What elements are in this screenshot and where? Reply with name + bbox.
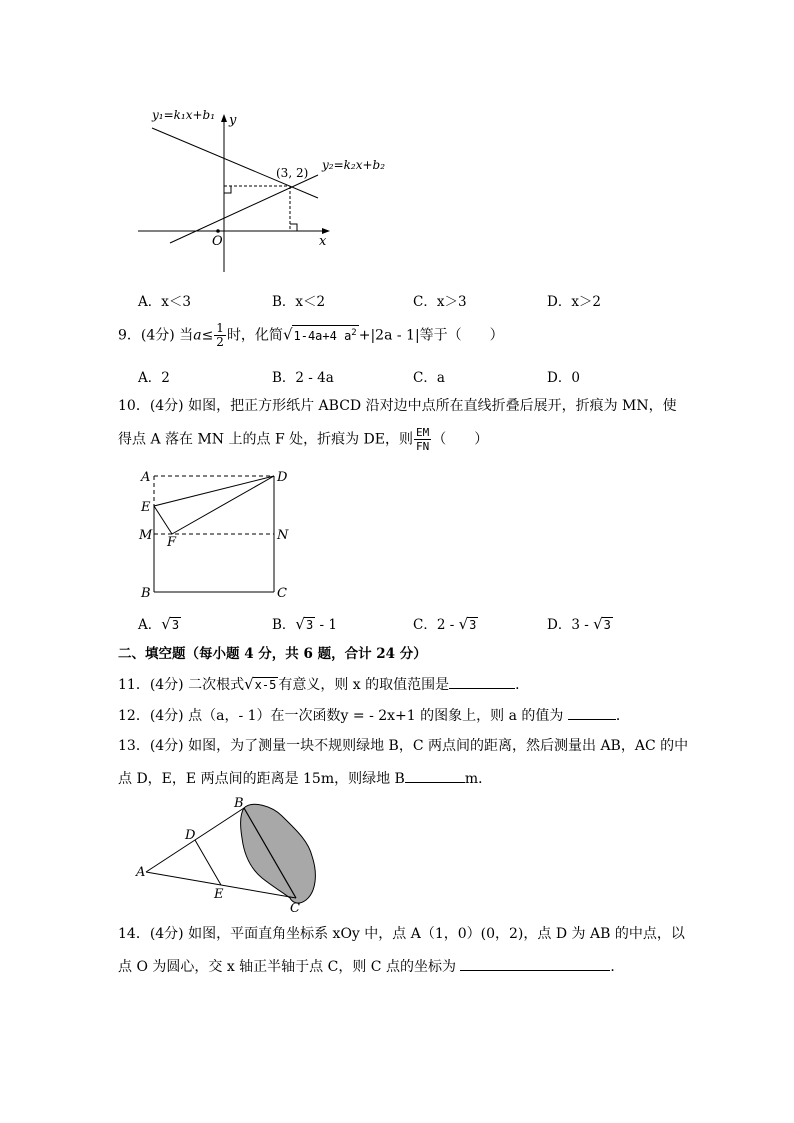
q14-line2	[118, 956, 624, 977]
label-D: D	[185, 828, 196, 843]
q12-stem	[118, 705, 630, 726]
q9-suffix: +|2a - 1|等于（ ）	[358, 327, 504, 344]
label-A: A	[141, 470, 151, 485]
y-axis-arrow-icon	[221, 114, 227, 122]
q12-end: ．	[615, 708, 630, 724]
q9-radicand: 1-4a+4 a	[293, 328, 352, 343]
sqrt-icon: √	[458, 615, 469, 633]
label-E: E	[214, 887, 224, 902]
figure-q13-field	[132, 794, 332, 918]
q12-text: 12．(4分) 点（a，- 1）在一次函数y = - 2x+1 的图象上，则 a 的值为	[118, 708, 564, 724]
section2-heading: 二、填空题（每小题 4 分，共 6 题，合计 24 分）	[118, 646, 427, 662]
origin-dot	[216, 229, 220, 233]
q10-option-b[interactable]	[272, 613, 337, 633]
q10-a-rad: 3	[171, 618, 180, 632]
label-axis-x: x	[319, 234, 327, 249]
q9-option-b[interactable]: B．2 - 4a	[272, 370, 334, 386]
line-y1	[152, 128, 318, 198]
label-origin: O	[212, 234, 223, 249]
q9-frac-den: 2	[216, 335, 224, 349]
q10-a-prefix: A．	[138, 617, 162, 633]
label-point: (3, 2)	[276, 166, 309, 180]
q8-option-d[interactable]: D．x＞2	[547, 294, 602, 310]
q13-line2-suffix: m．	[464, 771, 493, 787]
label-C: C	[277, 586, 287, 601]
segment-DE	[195, 840, 221, 885]
label-axis-y: y	[229, 113, 237, 128]
q14-answer-blank[interactable]	[460, 956, 610, 971]
q11-answer-blank[interactable]	[449, 674, 515, 689]
q9-frac-num: 1	[216, 321, 224, 335]
label-y2: y₂=k₂x+b₂	[322, 158, 386, 172]
label-A: A	[136, 865, 146, 880]
q10-d-rad: 3	[603, 618, 611, 632]
q8-option-c[interactable]: C．x＞3	[413, 294, 467, 310]
q10-d-prefix: D．3 -	[547, 617, 594, 633]
label-N: N	[277, 528, 289, 543]
q10-line2-suffix: （ ）	[432, 431, 489, 448]
sqrt-icon: √	[161, 615, 171, 633]
sqrt-icon: √	[282, 325, 293, 344]
q9-le: ≤	[201, 327, 214, 344]
q9-option-a[interactable]: A．2	[138, 370, 170, 386]
right-angle-mark-y	[224, 186, 231, 193]
label-F: F	[167, 535, 177, 550]
q10-line2	[118, 426, 488, 453]
q8-option-a[interactable]: A．x＜3	[138, 294, 191, 310]
q14-line1: 14．(4分) 如图，平面直角坐标系 xOy 中，点 A（1，0）(0，2)，点 D 为 AB 的中点，以	[118, 926, 685, 942]
q10-line1: 10．(4分) 如图，把正方形纸片 ABCD 沿对边中点所在直线折叠后展开，折痕为 MN，使	[118, 398, 677, 414]
q11-radicand: x-5	[254, 678, 277, 692]
q8-option-b[interactable]: B．x＜2	[272, 294, 326, 310]
q12-answer-blank[interactable]	[568, 705, 616, 720]
q9-option-c[interactable]: C．a	[413, 370, 445, 386]
q13-answer-blank[interactable]	[405, 768, 465, 783]
q10-b-suffix: - 1	[315, 617, 337, 633]
figure-q8-graph	[130, 100, 410, 280]
label-y1: y₁=k₁x+b₁	[152, 108, 216, 122]
q13-line2	[118, 768, 492, 789]
q13-line2-prefix: 点 D，E，E 两点间的距离是 15m，则绿地 B	[118, 771, 405, 787]
irregular-field	[241, 804, 316, 903]
label-C: C	[290, 901, 300, 916]
q9-prefix: 9．(4分) 当	[118, 327, 194, 344]
label-B: B	[141, 586, 151, 601]
right-angle-mark-x	[290, 224, 297, 231]
q10-option-a[interactable]	[138, 613, 181, 633]
q9-option-d[interactable]: D．0	[547, 370, 580, 386]
q10-line2-prefix: 得点 A 落在 MN 上的点 F 处，折痕为 DE，则	[118, 431, 414, 448]
q10-b-rad: 3	[305, 618, 314, 632]
q10-option-c[interactable]	[413, 613, 478, 633]
q11-stem	[118, 674, 529, 695]
line-y2	[170, 175, 318, 243]
q9-sup: 2	[351, 327, 357, 338]
q13-line1: 13．(4分) 如图，为了测量一块不规则绿地 B，C 两点间的距离，然后测量出 AB，AC 的中	[118, 738, 689, 754]
label-D: D	[277, 470, 288, 485]
q9-mid: 时，化简	[226, 327, 283, 344]
label-E: E	[141, 500, 151, 515]
q11-prefix: 11．(4分) 二次根式	[118, 677, 245, 693]
q9-radicand-box	[292, 325, 359, 343]
q10-frac-num: EM	[416, 426, 430, 439]
q10-b-prefix: B．	[272, 617, 296, 633]
q10-option-d[interactable]	[547, 613, 613, 633]
sqrt-icon: √	[295, 615, 305, 633]
q14-end: ．	[610, 959, 625, 975]
q10-c-prefix: C．2 -	[413, 617, 459, 633]
q9-var-a: a	[193, 327, 202, 344]
label-B: B	[234, 796, 244, 811]
q14-line2-prefix: 点 O 为圆心，交 x 轴正半轴于点 C，则 C 点的坐标为	[118, 959, 456, 975]
q10-fraction	[414, 426, 431, 453]
q9-fraction	[214, 322, 226, 349]
q11-suffix: 有意义，则 x 的取值范围是	[278, 677, 450, 693]
triangle-DEF	[154, 476, 274, 534]
sqrt-icon: √	[244, 675, 254, 693]
q9-stem	[118, 322, 504, 349]
label-M: M	[139, 528, 153, 543]
sqrt-icon: √	[593, 615, 603, 633]
figure-q10-square	[136, 464, 296, 604]
q10-c-rad: 3	[469, 618, 477, 632]
q10-frac-den: FN	[416, 440, 430, 453]
q11-end: ．	[515, 677, 530, 693]
